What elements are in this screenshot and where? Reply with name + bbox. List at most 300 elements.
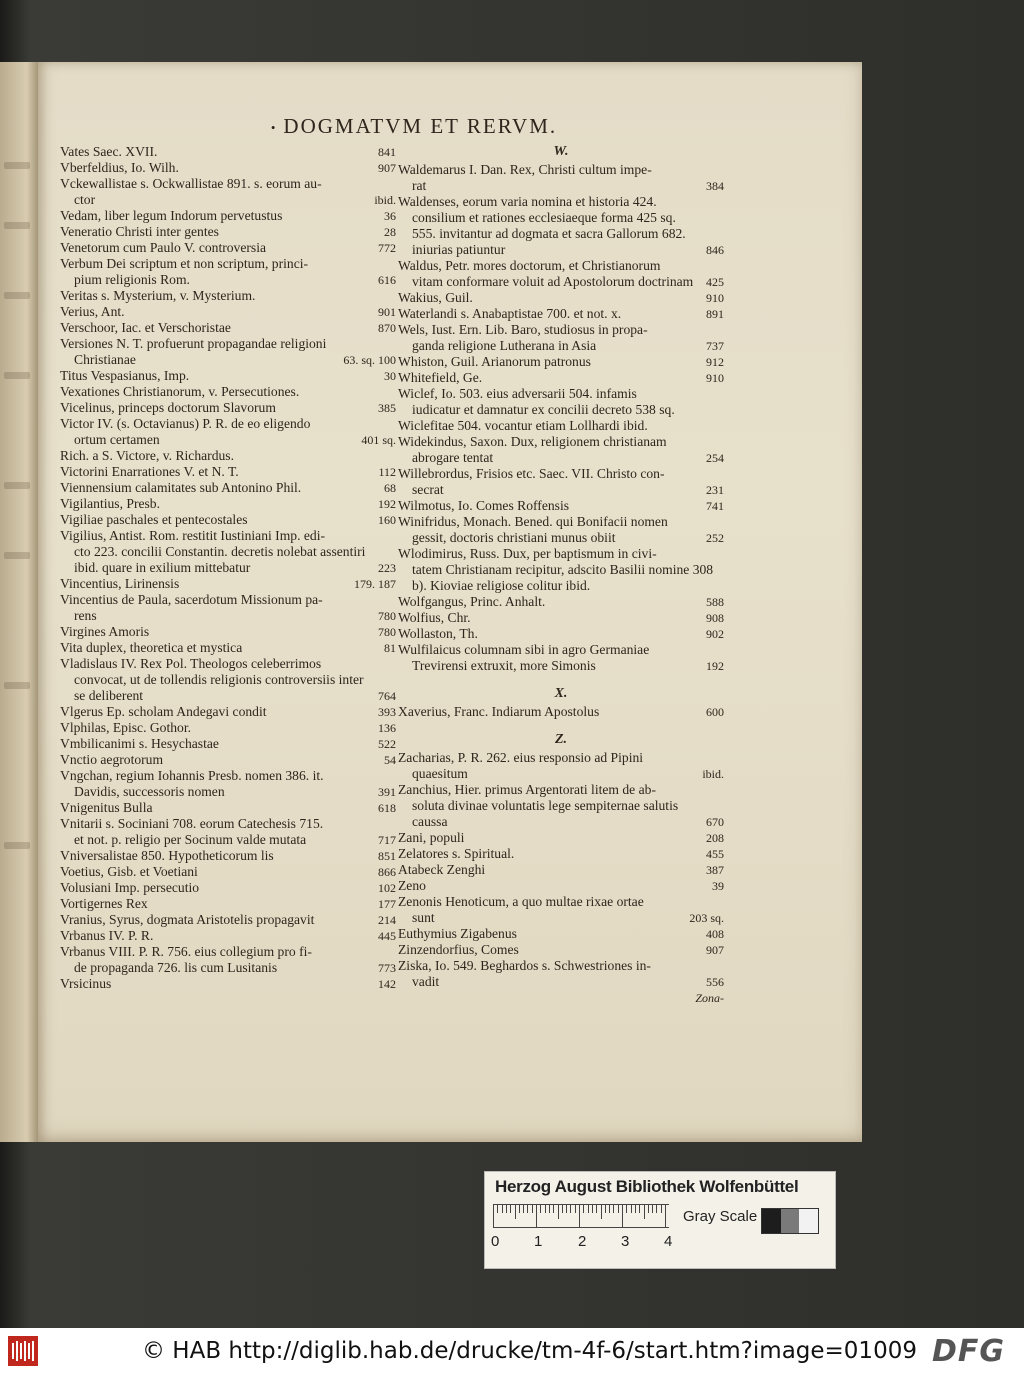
index-entry-page: 385 (378, 401, 396, 415)
gray-scale-chips (761, 1208, 819, 1234)
index-entry-continuation: pium religionis Rom. (74, 272, 190, 287)
index-entry-heading: Vates Saec. XVII. (60, 144, 158, 159)
index-entry (60, 400, 396, 416)
index-entry-page: 254 (706, 451, 724, 465)
index-group-x (398, 704, 724, 720)
index-entry-heading: Vigilius, Antist. Rom. restitit Iustiniani Imp. edi- (60, 528, 326, 543)
index-entry (60, 736, 396, 752)
index-entry (398, 782, 724, 830)
index-entry (398, 546, 724, 594)
index-entry-text (60, 640, 378, 656)
index-entry-text (60, 576, 348, 592)
index-entry-heading: Wolfius, Chr. (398, 610, 471, 625)
index-entry-heading: Vexationes Christianorum, v. Persecutiones. (60, 384, 300, 399)
index-group-z (398, 750, 724, 990)
index-entry-heading: Vicelinus, princeps doctorum Slavorum (60, 400, 276, 415)
index-entry (398, 894, 724, 926)
index-entry-heading: Vladislaus IV. Rex Pol. Theologos celeberrimos (60, 656, 322, 671)
index-entry (60, 848, 396, 864)
ruler-tick (515, 1205, 516, 1219)
index-entry-heading: Zinzendorfius, Comes (398, 942, 519, 957)
index-entry-text (60, 624, 372, 640)
ruler-tick (540, 1205, 541, 1213)
index-entry-page: 112 (378, 465, 396, 479)
index-entry (60, 592, 396, 624)
index-entry-page: 910 (706, 371, 724, 385)
index-entry (60, 320, 396, 336)
index-entry-text (60, 704, 372, 720)
index-entry (60, 256, 396, 288)
index-entry-page: 907 (706, 943, 724, 957)
index-entry-page: 588 (706, 595, 724, 609)
index-entry (60, 384, 396, 400)
index-entry-continuation: ortum certamen (74, 432, 160, 447)
index-entry-heading: Wollaston, Th. (398, 626, 478, 641)
index-entry-heading: Verschoor, Iac. et Verschoristae (60, 320, 231, 335)
index-entry (398, 926, 724, 942)
index-entry-page: 908 (706, 611, 724, 625)
index-entry-heading: Vnitarii s. Sociniani 708. eorum Catechesis 715. (60, 816, 324, 831)
index-entry-text (60, 208, 378, 224)
index-entry (398, 594, 724, 610)
index-entry-continuation: iudicatur et damnatur ex concilii decreto 538 sq. (412, 402, 675, 417)
index-entry-heading: Vedam, liber legum Indorum pervetustus (60, 208, 283, 223)
index-entry-continuation: Trevirensi extruxit, more Simonis (412, 658, 596, 673)
gray-chip-light (799, 1209, 818, 1233)
index-entry (398, 642, 724, 674)
ruler-tick (661, 1205, 662, 1213)
index-entry (60, 512, 396, 528)
index-entry-text (398, 466, 700, 498)
index-entry (398, 418, 724, 434)
ruler-tick (579, 1205, 580, 1227)
index-entry-heading: Wolfgangus, Princ. Anhalt. (398, 594, 546, 609)
running-head (234, 114, 594, 139)
previous-page-edge (0, 62, 38, 1142)
index-entry-page: 102 (378, 881, 396, 895)
index-entry-text (60, 256, 372, 288)
index-entry (60, 896, 396, 912)
index-entry-page: 30 (384, 369, 396, 383)
index-entry-page: 841 (378, 145, 396, 159)
index-entry-heading: Vmbilicanimi s. Hesychastae (60, 736, 219, 751)
index-entry (60, 656, 396, 704)
index-entry-text (60, 944, 372, 976)
ruler-number: 4 (664, 1233, 673, 1250)
index-entry-page: 772 (378, 241, 396, 255)
index-entry-text (398, 704, 700, 720)
ruler (493, 1204, 669, 1228)
index-entry-text (60, 336, 337, 368)
index-entry-page: 136 (378, 721, 396, 735)
index-entry (60, 176, 396, 208)
index-entry (398, 942, 724, 958)
index-entry-continuation: ganda religione Lutherana in Asia (412, 338, 597, 353)
index-entry-continuation: vitam conformare voluit ad Apostolorum doctrinam (412, 274, 694, 289)
index-entry-text (398, 434, 700, 466)
index-column-right (398, 144, 724, 1006)
index-entry-page: 252 (706, 531, 724, 545)
index-entry-page: 902 (706, 627, 724, 641)
index-entry-text (398, 370, 700, 386)
index-entry-page: 846 (706, 243, 724, 257)
index-entry-text (60, 224, 378, 240)
index-entry-heading: Wiclefitae 504. vocantur etiam Lollhardi ibid. (398, 418, 648, 433)
index-entry-continuation: Christianae (74, 352, 136, 367)
index-entry-page: 231 (706, 483, 724, 497)
index-entry-heading: Vngchan, regium Iohannis Presb. nomen 386. it. (60, 768, 324, 783)
index-entry-continuation: rat (412, 178, 427, 193)
index-entry-heading: Vita duplex, theoretica et mystica (60, 640, 243, 655)
index-entry (60, 704, 396, 720)
index-entry-heading: Viennensium calamitates sub Antonino Phil. (60, 480, 302, 495)
index-entry (60, 928, 396, 944)
index-entry (60, 224, 396, 240)
index-entry-page: 81 (384, 641, 396, 655)
index-entry-heading: Vrbanus IV. P. R. (60, 928, 154, 943)
index-entry (398, 846, 724, 862)
index-entry (60, 464, 396, 480)
index-entry-heading: Xaverius, Franc. Indiarum Apostolus (398, 704, 600, 719)
index-entry-continuation: soluta divinae voluntatis lege sempiternae salutis caussa (412, 798, 679, 829)
index-entry (398, 162, 724, 194)
index-entry (60, 720, 396, 736)
index-entry-text (398, 750, 696, 782)
index-entry-continuation: sunt (412, 910, 435, 925)
index-entry (60, 976, 396, 992)
index-entry-heading: Vlphilas, Episc. Gothor. (60, 720, 192, 735)
index-entry-text (398, 386, 718, 418)
index-entry-heading: Winifridus, Monach. Bened. qui Bonifacii nomen (398, 514, 668, 529)
book-page (38, 62, 862, 1142)
section-letter-w: W. (553, 144, 569, 159)
index-entry-page: 600 (706, 705, 724, 719)
index-entry-page: 851 (378, 849, 396, 863)
ruler-tick (523, 1205, 524, 1213)
ruler-tick (502, 1205, 503, 1213)
index-entry-text (60, 816, 372, 848)
index-entry (60, 912, 396, 928)
catchword: Zona- (695, 991, 724, 1005)
index-entry-text (398, 306, 700, 322)
ruler-tick (644, 1205, 645, 1219)
index-entry-heading: Waterlandi s. Anabaptistae 700. et not. x. (398, 306, 622, 321)
ruler-tick (622, 1205, 623, 1227)
index-entry-text (60, 848, 372, 864)
index-entry-page: ibid. (374, 193, 396, 207)
index-entry (60, 640, 396, 656)
index-entry-heading: Zenonis Henoticum, a quo multae rixae ortae (398, 894, 644, 909)
index-entry-page: 391 (378, 785, 396, 799)
source-url[interactable]: © HAB http://diglib.hab.de/drucke/tm-4f-6/start.htm?image=01009 (142, 1338, 917, 1364)
index-entry (60, 144, 396, 160)
ruler-tick (613, 1205, 614, 1213)
index-entry-page: 393 (378, 705, 396, 719)
index-entry-continuation: vadit (412, 974, 440, 989)
index-entry-page: 401 sq. (361, 433, 396, 447)
index-entry-heading: Wulfilaicus columnam sibi in agro Germaniae (398, 642, 650, 657)
index-entry-page: 142 (378, 977, 396, 991)
index-entry-page: 63. sq. 100 (343, 353, 396, 367)
index-entry-heading: Wakius, Guil. (398, 290, 473, 305)
index-entry-text (398, 322, 700, 354)
ruler-tick (532, 1205, 533, 1213)
ruler-tick (553, 1205, 554, 1213)
index-entry-page: 192 (378, 497, 396, 511)
index-entry-heading: Vigilantius, Presb. (60, 496, 161, 511)
index-entry-heading: Waldemarus I. Dan. Rex, Christi cultum impe- (398, 162, 652, 177)
index-entry-page: 616 (378, 273, 396, 287)
index-entry-heading: Rich. a S. Victore, v. Richardus. (60, 448, 234, 463)
dfg-logo: DFG (932, 1334, 1006, 1369)
section-letter-z: Z. (554, 732, 568, 747)
index-entry-heading: Veritas s. Mysterium, v. Mysterium. (60, 288, 256, 303)
ruler-number: 3 (621, 1233, 630, 1250)
color-scale-card (484, 1171, 836, 1269)
ruler-tick (609, 1205, 610, 1213)
index-entry-heading: Victor IV. (s. Octavianus) P. R. de eo eligendo (60, 416, 311, 431)
index-entry-heading: Versiones N. T. profuerunt propagandae religioni (60, 336, 327, 351)
index-entry-page: 764 (378, 689, 396, 703)
ruler-tick (592, 1205, 593, 1213)
index-entry-page: 203 sq. (689, 911, 724, 925)
index-entry-text (60, 240, 372, 256)
index-entry-text (60, 464, 372, 480)
index-entry (398, 862, 724, 878)
index-entry-continuation: convocat, ut de tollendis religionis controversiis inter se deliberent (74, 672, 364, 703)
index-entry-page: 39 (712, 879, 724, 893)
index-entry-text (398, 862, 700, 878)
index-entry (60, 368, 396, 384)
index-entry-continuation: et not. p. religio per Socinum valde mutata (74, 832, 307, 847)
index-entry-page: 455 (706, 847, 724, 861)
index-group-w (398, 162, 724, 674)
index-entry-page: 670 (706, 815, 724, 829)
index-entry-continuation: tatem Christianam recipitur, adscito Basilii nomine 308 b). Kioviae religiose colitur ibid. (412, 562, 714, 593)
index-entry-page: 910 (706, 291, 724, 305)
index-entry-text (398, 878, 706, 894)
index-entry-page: 618 (378, 801, 396, 815)
index-entry-heading: Zelatores s. Spiritual. (398, 846, 515, 861)
ruler-number: 0 (491, 1233, 500, 1250)
index-entry-text (60, 480, 378, 496)
index-entry-heading: Vigiliae paschales et pentecostales (60, 512, 248, 527)
index-entry (398, 290, 724, 306)
index-entry-heading: Voetius, Gisb. et Voetiani (60, 864, 198, 879)
index-entry (60, 576, 396, 592)
index-entry-heading: Vberfeldius, Io. Wilh. (60, 160, 179, 175)
index-entry-heading: Euthymius Zigabenus (398, 926, 517, 941)
index-entry (60, 880, 396, 896)
index-entry-heading: Wilmotus, Io. Comes Roffensis (398, 498, 570, 513)
index-entry (398, 610, 724, 626)
index-entry-page: 160 (378, 513, 396, 527)
index-entry (60, 864, 396, 880)
index-entry-page: 179. 187 (354, 577, 396, 591)
ruler-tick (639, 1205, 640, 1213)
index-entry-text (398, 594, 700, 610)
index-entry-page: 54 (384, 753, 396, 767)
index-entry-text (398, 626, 700, 642)
index-entry-heading: Widekindus, Saxon. Dux, religionem christianam (398, 434, 667, 449)
index-entry-page: 384 (706, 179, 724, 193)
index-entry-text (60, 320, 372, 336)
index-entry-page: 223 (378, 561, 396, 575)
index-entry (398, 958, 724, 990)
index-entry-text (398, 162, 700, 194)
index-entry-heading: Wels, Iust. Ern. Lib. Baro, studiosus in propa- (398, 322, 648, 337)
ruler-tick (635, 1205, 636, 1213)
index-entry-heading: Verius, Ant. (60, 304, 125, 319)
ruler-tick (562, 1205, 563, 1213)
ruler-tick (665, 1205, 666, 1227)
index-entry-text (398, 958, 700, 990)
index-entry-heading: Volusiani Imp. persecutio (60, 880, 200, 895)
gray-chip-mid (781, 1209, 800, 1233)
viewer-footer (0, 1328, 1024, 1374)
index-entry (398, 370, 724, 386)
ruler-tick (601, 1205, 602, 1219)
index-entry (398, 750, 724, 782)
ruler-tick (527, 1205, 528, 1213)
index-entry-page: 912 (706, 355, 724, 369)
index-entry-heading: Zanchius, Hier. primus Argentorati litem de ab- (398, 782, 656, 797)
index-entry-page: 773 (378, 961, 396, 975)
index-entry (398, 434, 724, 466)
index-entry-text (60, 416, 355, 448)
index-entry-page: 556 (706, 975, 724, 989)
index-entry-text (398, 354, 700, 370)
index-entry (60, 416, 396, 448)
index-entry-page: 208 (706, 831, 724, 845)
index-entry-text (60, 512, 372, 528)
index-entry-heading: Atabeck Zenghi (398, 862, 486, 877)
index-entry (60, 528, 396, 576)
index-entry-heading: Victorini Enarrationes V. et N. T. (60, 464, 239, 479)
index-entry (60, 800, 396, 816)
index-entry (398, 704, 724, 720)
index-entry (398, 514, 724, 546)
section-letter-x: X. (554, 686, 568, 701)
index-entry-text (398, 194, 700, 258)
index-entry-text (398, 418, 718, 434)
index-entry (398, 194, 724, 258)
index-entry-heading: Ziska, Io. 549. Beghardos s. Schwestriones in- (398, 958, 651, 973)
index-entry-page: 737 (706, 339, 724, 353)
index-entry-text (60, 752, 378, 768)
index-entry-continuation: Davidis, successoris nomen (74, 784, 225, 799)
index-entry-heading: Whitefield, Ge. (398, 370, 483, 385)
index-entry-page: 780 (378, 625, 396, 639)
index-entry-page: 36 (384, 209, 396, 223)
index-entry-text (60, 880, 372, 896)
index-entry-heading: Zacharias, P. R. 262. eius responsio ad Pipini (398, 750, 644, 765)
ruler-tick (545, 1205, 546, 1213)
index-entry-heading: Vincentius de Paula, sacerdotum Missionum pa- (60, 592, 323, 607)
ruler-tick (506, 1205, 507, 1213)
index-entry (60, 768, 396, 800)
index-entry-text (398, 290, 700, 306)
index-entry-page: 741 (706, 499, 724, 513)
index-entry-text (398, 894, 683, 926)
index-entry-text (398, 546, 718, 594)
index-entry (60, 816, 396, 848)
index-entry (60, 752, 396, 768)
gray-scale-label: Gray Scale (683, 1208, 758, 1225)
ruler-tick (656, 1205, 657, 1213)
index-entry-text (398, 258, 700, 290)
ruler-tick (536, 1205, 537, 1227)
index-entry-heading: Vrsicinus (60, 976, 112, 991)
ruler-tick (519, 1205, 520, 1213)
index-entry (60, 448, 396, 464)
index-entry-heading: Vincentius, Lirinensis (60, 576, 180, 591)
index-entry-page: ibid. (702, 767, 724, 781)
index-entry-page: 870 (378, 321, 396, 335)
index-entry (60, 624, 396, 640)
index-entry (60, 496, 396, 512)
index-entry-text (60, 288, 390, 304)
ruler-tick (618, 1205, 619, 1213)
ruler-tick (510, 1205, 511, 1213)
index-entry-heading: Zani, populi (398, 830, 465, 845)
index-entry-text (60, 768, 372, 800)
index-entry-text (60, 912, 372, 928)
index-entry (60, 944, 396, 976)
ruler-tick (652, 1205, 653, 1213)
index-entry (60, 480, 396, 496)
ruler-tick (497, 1205, 498, 1213)
index-entry-text (60, 448, 390, 464)
index-entry-page: 192 (706, 659, 724, 673)
index-entry-continuation: cto 223. concilii Constantin. decretis nolebat assentiri ibid. quare in exilium mittebatur (74, 544, 366, 575)
ruler-tick (648, 1205, 649, 1213)
index-entry-page: 28 (384, 225, 396, 239)
index-entry-page: 68 (384, 481, 396, 495)
index-entry-text (60, 144, 372, 160)
index-entry-text (398, 846, 700, 862)
index-entry-text (60, 496, 372, 512)
index-entry (398, 258, 724, 290)
index-entry-text (60, 656, 372, 704)
library-name: Herzog August Bibliothek Wolfenbüttel (495, 1177, 799, 1196)
ruler-tick (570, 1205, 571, 1213)
index-entry-text (398, 830, 700, 846)
index-entry-continuation: rens (74, 608, 97, 623)
index-entry (60, 336, 396, 368)
ruler-tick (549, 1205, 550, 1213)
running-head-ornament: • (270, 120, 278, 136)
index-entry-heading: Zeno (398, 878, 426, 893)
index-entry-heading: Wlodimirus, Russ. Dux, per baptismum in civi- (398, 546, 657, 561)
index-entry-page: 387 (706, 863, 724, 877)
ruler-number: 2 (578, 1233, 587, 1250)
index-entry-heading: Veneratio Christi inter gentes (60, 224, 219, 239)
ruler-tick (566, 1205, 567, 1213)
index-entry (398, 466, 724, 498)
index-entry-text (398, 642, 700, 674)
index-entry (398, 322, 724, 354)
index-entry (398, 386, 724, 418)
ruler-number: 1 (534, 1233, 543, 1250)
index-entry-heading: Vnctio aegrotorum (60, 752, 164, 767)
index-entry-heading: Vniversalistae 850. Hypotheticorum lis (60, 848, 274, 863)
index-entry (398, 830, 724, 846)
index-entry-heading: Titus Vespasianus, Imp. (60, 368, 190, 383)
index-entry-continuation: gessit, doctoris christiani munus obiit (412, 530, 616, 545)
running-head-text: DOGMATVM ET RERVM. (283, 114, 558, 138)
index-entry-heading: Vlgerus Ep. scholam Andegavi condit (60, 704, 267, 719)
